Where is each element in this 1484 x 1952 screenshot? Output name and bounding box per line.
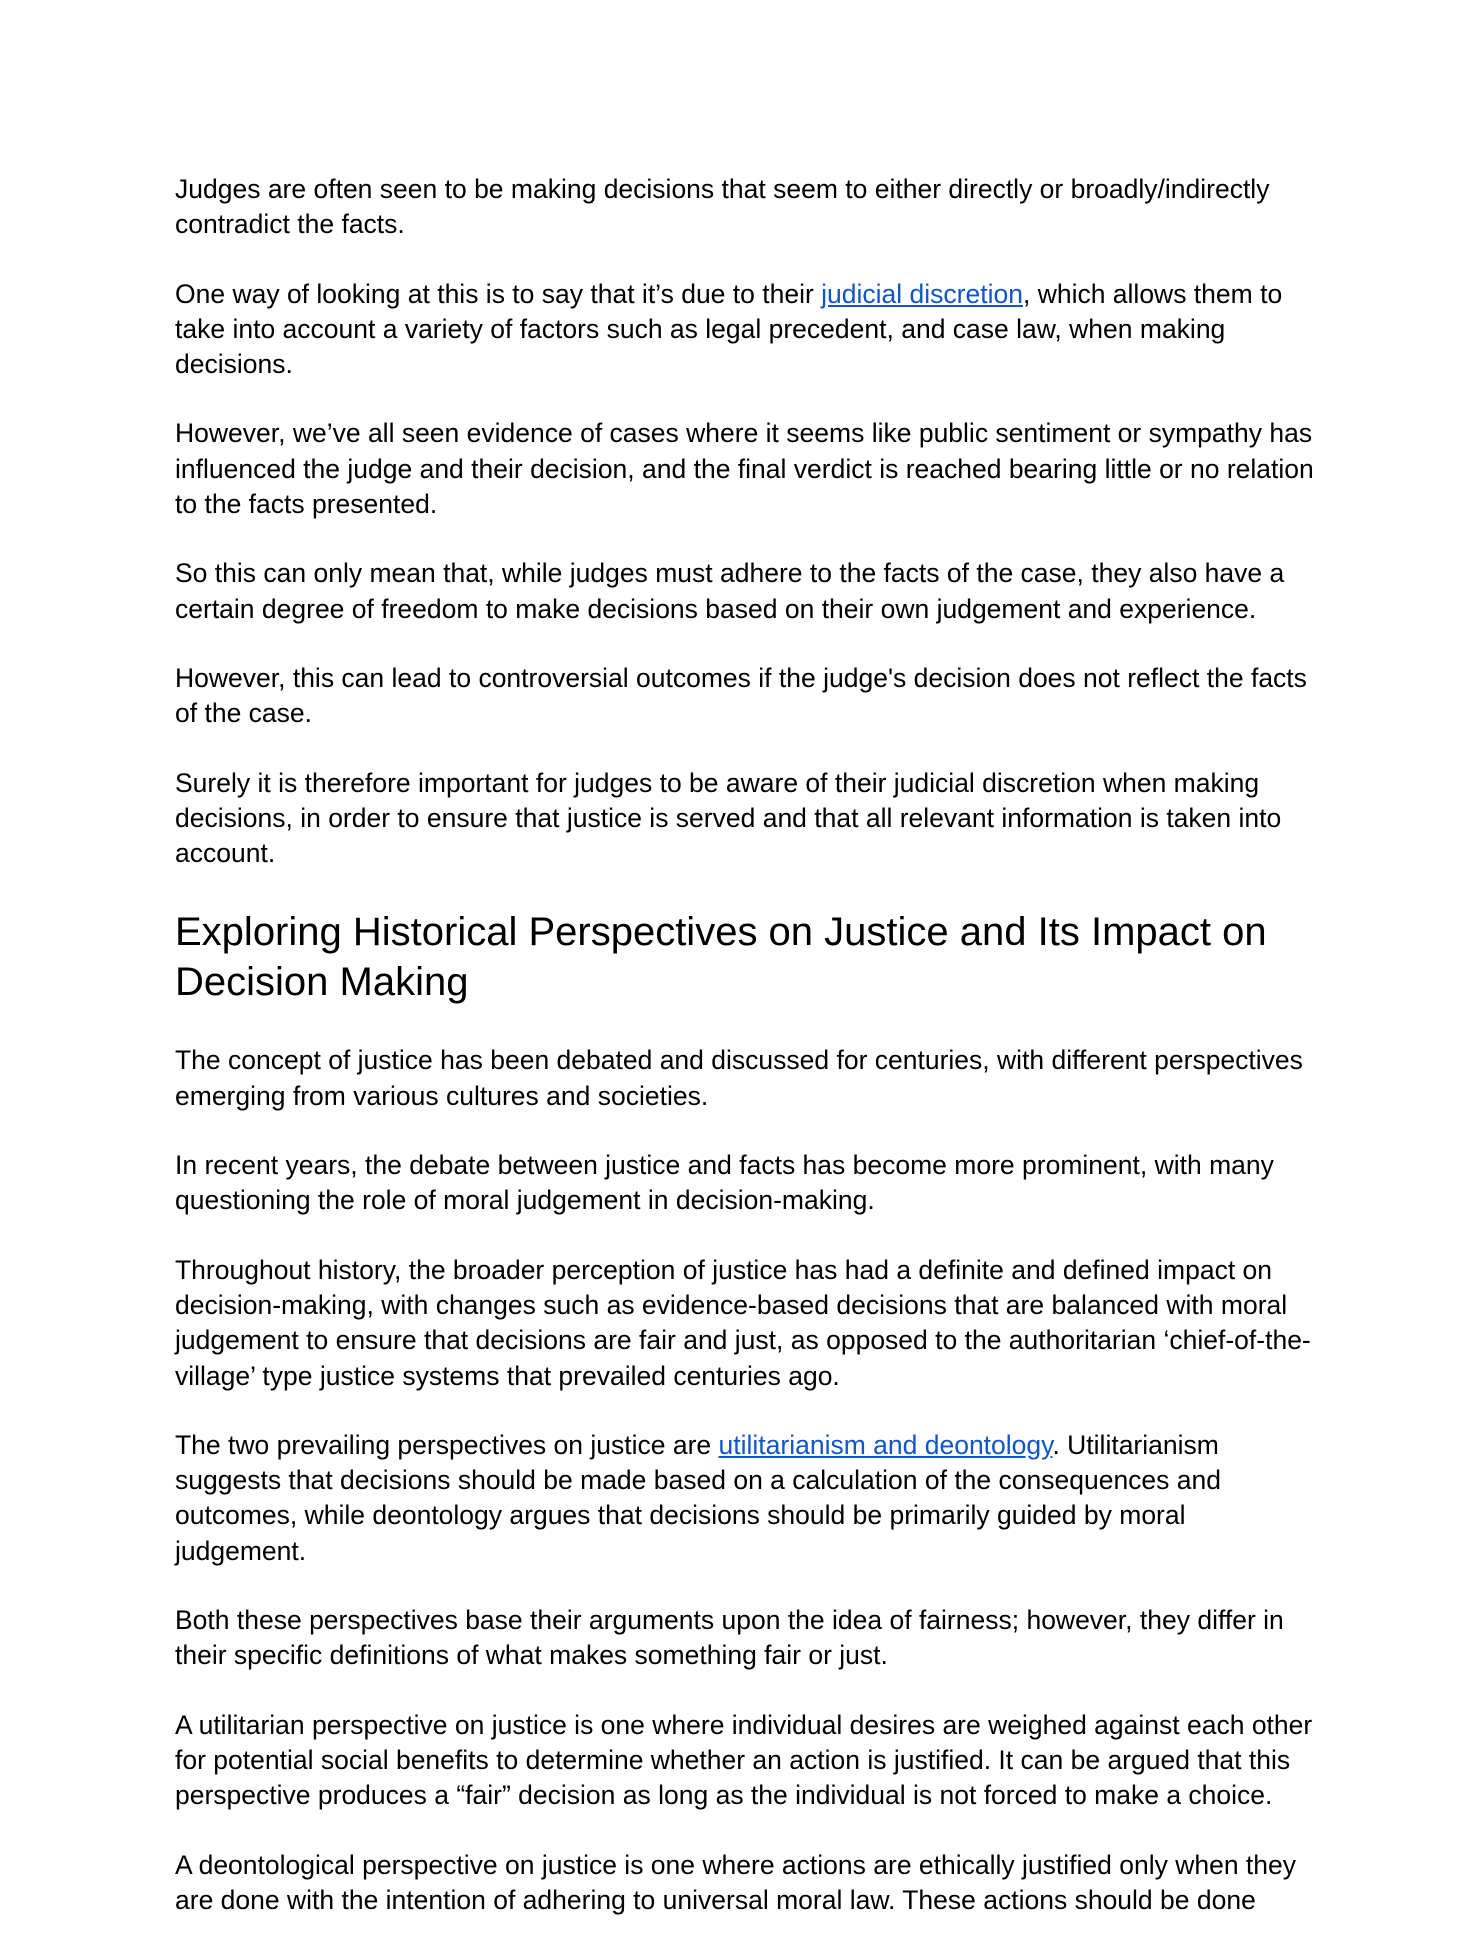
paragraph: Both these perspectives base their arguments upon the idea of fairness; however, they differ in their specific definitions of what makes something fair or just. [175,1605,1284,1671]
paragraph: Throughout history, the broader perception of justice has had a definite and defined impact on decision-making, with changes such as evidence-based decisions that are balanced with moral judgement to ensure that decisions are fair and just, as opposed to the authoritarian ‘chief-of-the-village’ type justice systems that prevailed centuries ago. [175,1254,1311,1391]
paragraph-text: . Utilitarianism suggests that decisions should be made based on a calculation of the consequences and outcomes, while deontology argues that decisions should be primarily guided by moral judgement. [175,1429,1221,1566]
paragraph-text: The two prevailing perspectives on justice are [175,1429,719,1460]
paragraph: A deontological perspective on justice is one where actions are ethically justified only when they are done with the intention of adhering to universal moral law. These actions should be done [175,1849,1297,1915]
paragraph: A utilitarian perspective on justice is one where individual desires are weighed against each other for potential social benefits to determine whether an action is justified. It can be argued that this perspective produces a “fair” decision as long as the individual is not forced to make a choice. [175,1709,1313,1811]
paragraph: The concept of justice has been debated and discussed for centuries, with different perspectives emerging from various cultures and societies. [175,1045,1303,1111]
section-heading: Exploring Historical Perspectives on Justice and Its Impact on Decision Making [175,910,1267,1005]
utilitarianism-deontology-link[interactable]: utilitarianism and deontology [718,1429,1053,1460]
paragraph [175,1428,1320,1569]
paragraph: Surely it is therefore important for judges to be aware of their judicial discretion when making decisions, in order to ensure that justice is served and that all relevant information is taken into account. [175,767,1282,869]
paragraph: In recent years, the debate between justice and facts has become more prominent, with many questioning the role of moral judgement in decision-making. [175,1150,1274,1216]
paragraph [175,277,1320,383]
judicial-discretion-link[interactable]: judicial discretion [821,278,1023,309]
paragraph: However, we’ve all seen evidence of cases where it seems like public sentiment or sympathy has influenced the judge and their decision, and the final verdict is reached bearing little or no relation to the facts presented. [175,418,1314,520]
paragraph-text: , which allows them to take into account a variety of factors such as legal precedent, and case law, when making decisions. [175,278,1283,380]
paragraph-text: One way of looking at this is to say that it’s due to their [175,278,822,309]
paragraph: However, this can lead to controversial outcomes if the judge's decision does not reflect the facts of the case. [175,662,1307,729]
paragraph: Judges are often seen to be making decisions that seem to either directly or broadly/indirectly contradict the facts. [175,174,1270,240]
document-page [175,172,1320,1952]
paragraph: So this can only mean that, while judges must adhere to the facts of the case, they also have a certain degree of freedom to make decisions based on their own judgement and experience. [175,558,1285,624]
